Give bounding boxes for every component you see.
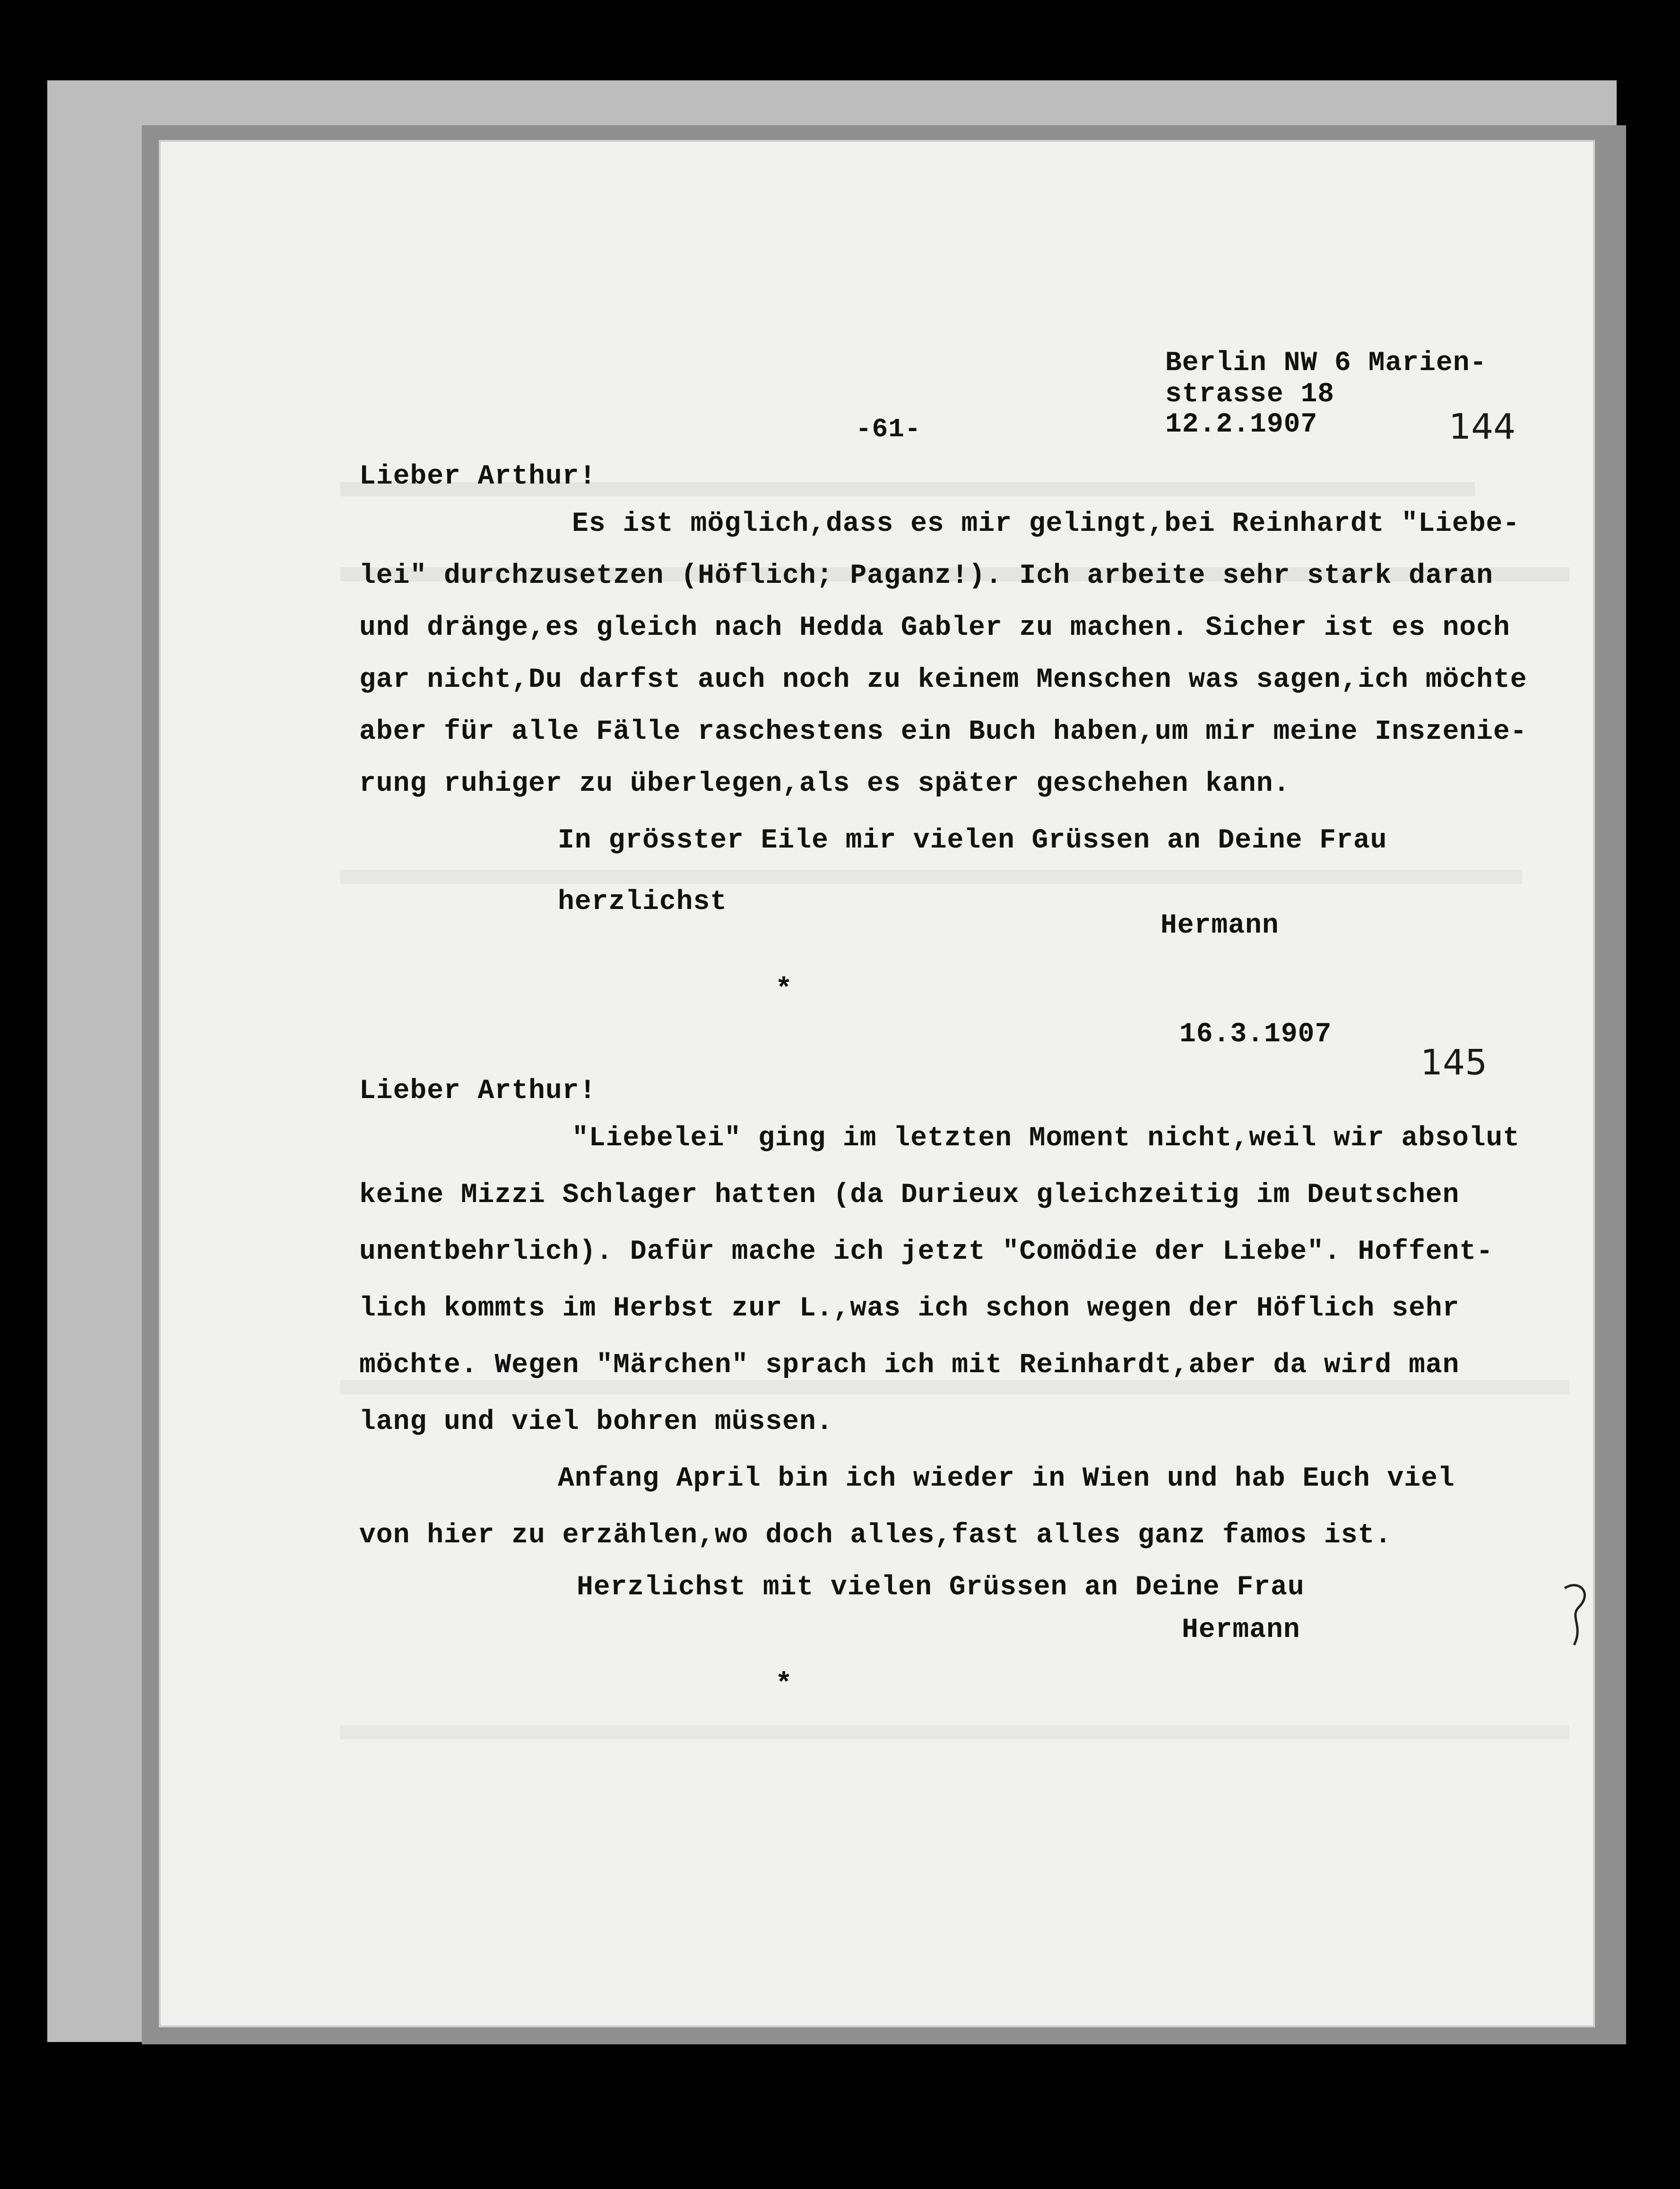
pen-mark <box>1560 1579 1593 1650</box>
address-line-1: Berlin NW 6 Marien- <box>1165 348 1487 379</box>
letter2-salutation: Lieber Arthur! <box>359 1076 597 1107</box>
letter2-closing: Herzlichst mit vielen Grüssen an Deine Frau <box>577 1572 1305 1603</box>
letter1-date: 12.2.1907 <box>1165 409 1318 440</box>
bleed-through <box>340 870 1522 884</box>
letter2-line-6: lang und viel bohren müssen. <box>359 1407 833 1437</box>
letter2-line-3: unentbehrlich). Dafür mache ich jetzt "Comödie der Liebe". Hoffent- <box>359 1237 1493 1267</box>
letter2-line-2: keine Mizzi Schlager hatten (da Durieux gleichzeitig im Deutschen <box>359 1180 1460 1211</box>
letter2-line-8: von hier zu erzählen,wo doch alles,fast alles ganz famos ist. <box>359 1520 1392 1551</box>
letter1-line-4: gar nicht,Du darfst auch noch zu keinem Menschen was sagen,ich möchte <box>359 665 1527 695</box>
letter1-line-6: rung ruhiger zu überlegen,als es später geschehen kann. <box>359 769 1290 799</box>
address-line-2: strasse 18 <box>1165 379 1335 410</box>
letter-page <box>161 142 1593 2025</box>
bleed-through <box>340 1380 1569 1394</box>
letter-separator: * <box>775 1669 793 1701</box>
letter1-salutation: Lieber Arthur! <box>359 461 597 492</box>
bleed-through <box>340 1725 1569 1739</box>
letter1-line-5: aber für alle Fälle raschestens ein Buch haben,um mir meine Inszenie- <box>359 717 1527 747</box>
letter1-farewell: herzlichst <box>558 887 727 917</box>
letter-separator: * <box>775 974 793 1006</box>
letter2-line-4: lich kommts im Herbst zur L.,was ich schon wegen der Höflich sehr <box>359 1293 1460 1324</box>
letter2-line-1: "Liebelei" ging im letzten Moment nicht,weil wir absolut <box>572 1123 1520 1154</box>
letter1-signature: Hermann <box>1160 910 1279 941</box>
letter1-closing: In grösster Eile mir vielen Grüssen an Deine Frau <box>558 825 1387 856</box>
letter2-date: 16.3.1907 <box>1179 1019 1332 1050</box>
archive-number-144: 144 <box>1449 407 1516 447</box>
letter2-signature: Hermann <box>1182 1615 1300 1645</box>
letter1-line-2: lei" durchzusetzen (Höflich; Paganz!). Ich arbeite sehr stark daran <box>359 561 1493 591</box>
letter1-line-3: und dränge,es gleich nach Hedda Gabler zu machen. Sicher ist es noch <box>359 613 1510 643</box>
page-number: -61- <box>856 414 921 444</box>
letter1-line-1: Es ist möglich,dass es mir gelingt,bei Reinhardt "Liebe- <box>572 509 1520 539</box>
letter2-line-5: möchte. Wegen "Märchen" sprach ich mit Reinhardt,aber da wird man <box>359 1350 1460 1381</box>
letter2-line-7: Anfang April bin ich wieder in Wien und hab Euch viel <box>558 1463 1455 1494</box>
archive-number-145: 145 <box>1420 1042 1488 1083</box>
